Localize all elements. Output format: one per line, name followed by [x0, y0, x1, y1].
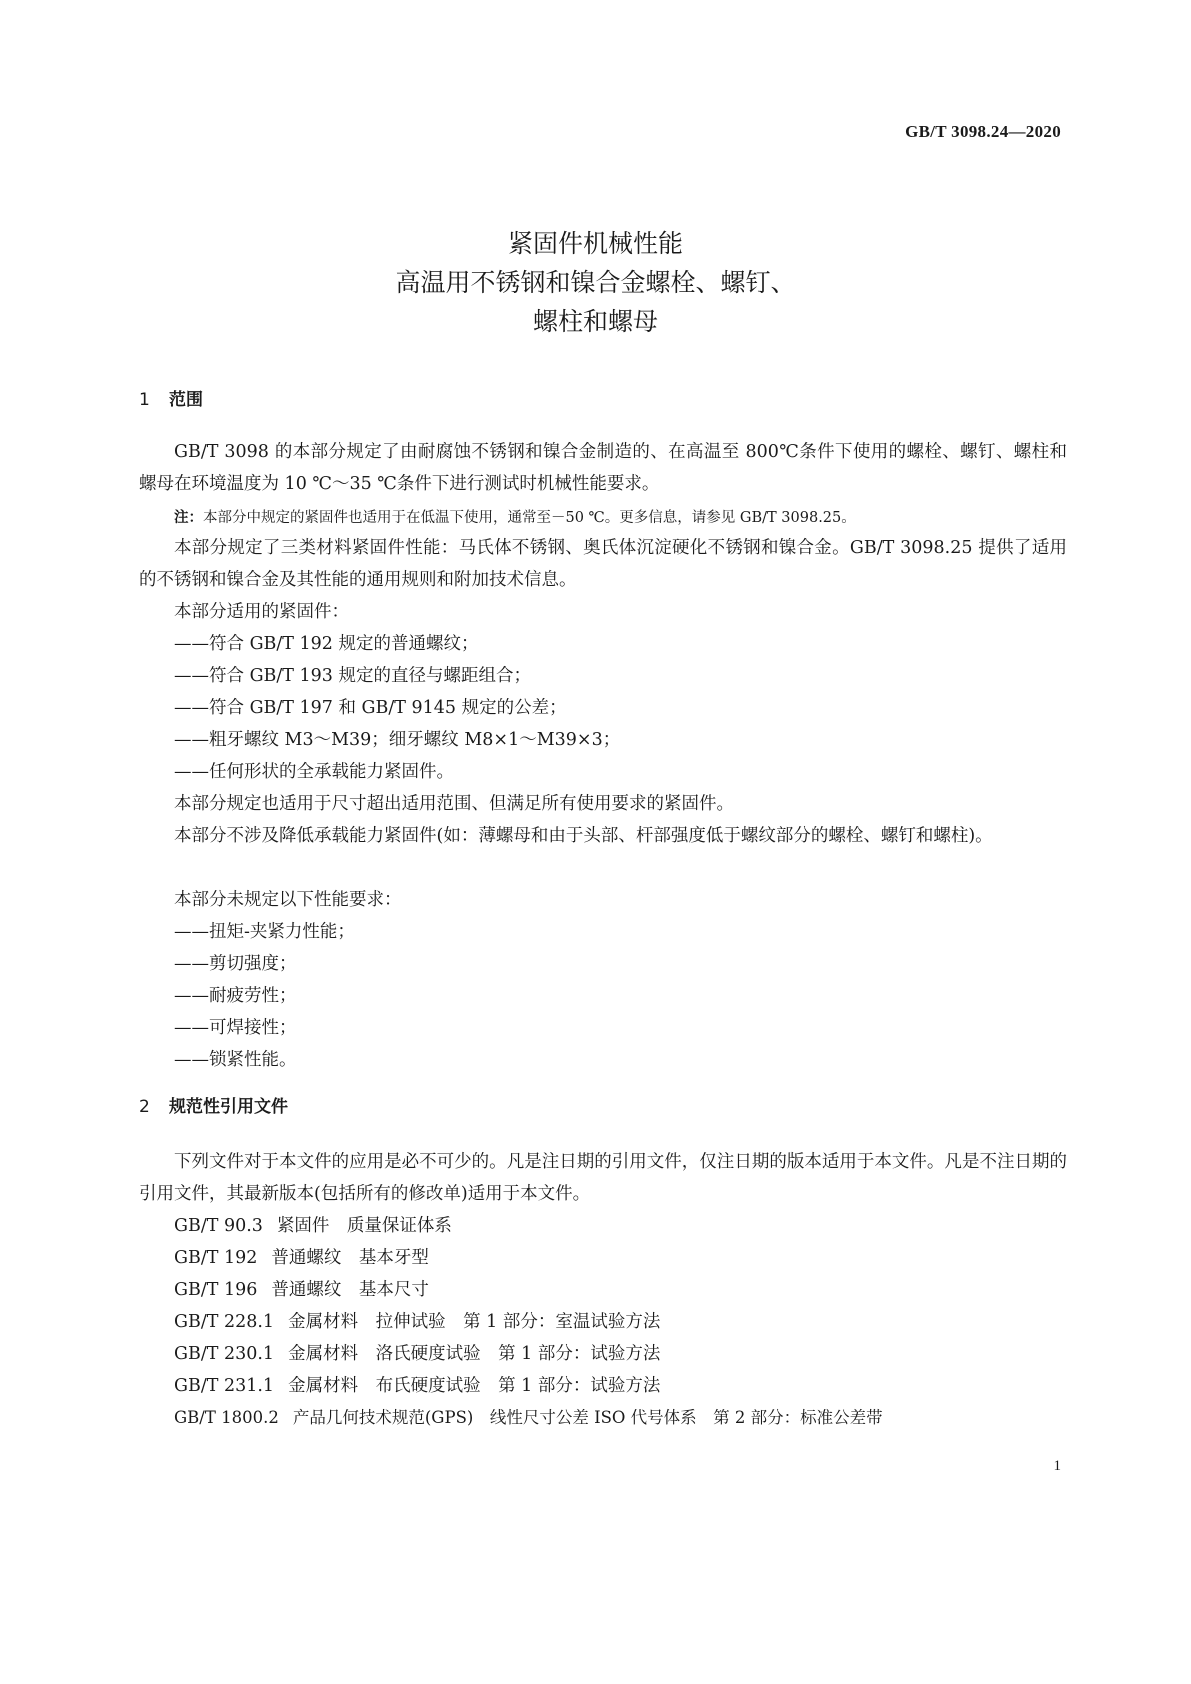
reference-item — [174, 1306, 660, 1338]
list-item: ——符合 GB/T 193 规定的直径与螺距组合； — [174, 666, 531, 686]
section-1-number: 1 — [139, 390, 150, 410]
scope-paragraph-2: 本部分规定了三类材料紧固件性能：马氏体不锈钢、奥氏体沉淀硬化不锈钢和镍合金。GB/T 3098.25 提供了适用的不锈钢和镍合金及其性能的通用规则和附加技术信息。 — [139, 538, 1067, 590]
list-item: ——粗牙螺纹 M3～M39；细牙螺纹 M8×1～M39×3； — [174, 730, 621, 750]
reference-item — [174, 1370, 660, 1402]
page-number: 1 — [1053, 1458, 1061, 1474]
document-title — [0, 224, 1191, 341]
list-item: ——符合 GB/T 197 和 GB/T 9145 规定的公差； — [174, 698, 567, 718]
title-line-2: 高温用不锈钢和镍合金螺栓、螺钉、 — [395, 268, 796, 297]
reference-code: GB/T 90.3 — [174, 1216, 263, 1236]
reference-item — [174, 1274, 429, 1306]
reference-code: GB/T 230.1 — [174, 1344, 275, 1364]
section-2-title: 规范性引用文件 — [169, 1097, 288, 1117]
reference-title: 金属材料 拉伸试验 第 1 部分：室温试验方法 — [288, 1312, 661, 1332]
reference-code: GB/T 192 — [174, 1248, 258, 1268]
scope-paragraph-4: 本部分规定也适用于尺寸超出适用范围、但满足所有使用要求的紧固件。 — [174, 794, 734, 814]
list-item: ——任何形状的全承载能力紧固件。 — [174, 762, 454, 782]
reference-code: GB/T 228.1 — [174, 1312, 275, 1332]
section-2-number: 2 — [139, 1097, 150, 1117]
reference-title: 紧固件 质量保证体系 — [276, 1216, 452, 1236]
reference-title: 普通螺纹 基本尺寸 — [271, 1280, 429, 1300]
reference-code: GB/T 231.1 — [174, 1376, 275, 1396]
scope-note — [174, 506, 1067, 530]
scope-paragraph-1: GB/T 3098 的本部分规定了由耐腐蚀不锈钢和镍合金制造的、在高温至 800℃条件下使用的螺栓、螺钉、螺柱和螺母在环境温度为 10 ℃～35 ℃条件下进行测试时机械性能要求。 — [139, 442, 1067, 494]
title-line-1: 紧固件机械性能 — [507, 229, 683, 258]
reference-title: 产品几何技术规范(GPS) 线性尺寸公差 ISO 代号体系 第 2 部分：标准公差带 — [292, 1408, 883, 1427]
list-item: ——扭矩-夹紧力性能； — [174, 922, 355, 942]
references-intro: 下列文件对于本文件的应用是必不可少的。凡是注日期的引用文件，仅注日期的版本适用于本文件。凡是不注日期的引用文件，其最新版本(包括所有的修改单)适用于本文件。 — [139, 1152, 1067, 1204]
list-item: ——剪切强度； — [174, 954, 297, 974]
scope-paragraph-3: 本部分适用的紧固件： — [174, 602, 349, 622]
reference-item — [174, 1402, 883, 1434]
list-item: ——符合 GB/T 192 规定的普通螺纹； — [174, 634, 479, 654]
scope-paragraph-5: 本部分不涉及降低承载能力紧固件(如：薄螺母和由于头部、杆部强度低于螺纹部分的螺栓、螺钉和螺柱)。 — [174, 826, 993, 846]
reference-title: 普通螺纹 基本牙型 — [271, 1248, 429, 1268]
note-label: 注： — [174, 510, 203, 526]
reference-title: 金属材料 布氏硬度试验 第 1 部分：试验方法 — [288, 1376, 661, 1396]
list-item: ——可焊接性； — [174, 1018, 297, 1038]
section-2-heading — [139, 1092, 288, 1117]
standard-code: GB/T 3098.24—2020 — [905, 122, 1061, 141]
list-item: ——锁紧性能。 — [174, 1050, 297, 1070]
reference-code: GB/T 196 — [174, 1280, 258, 1300]
reference-code: GB/T 1800.2 — [174, 1408, 279, 1427]
scope-paragraph-6: 本部分未规定以下性能要求： — [174, 890, 402, 910]
reference-item — [174, 1210, 452, 1242]
list-item: ——耐疲劳性； — [174, 986, 297, 1006]
section-1-heading — [139, 385, 203, 410]
section-1-title: 范围 — [169, 390, 203, 410]
title-line-3: 螺柱和螺母 — [532, 307, 658, 336]
reference-title: 金属材料 洛氏硬度试验 第 1 部分：试验方法 — [288, 1344, 661, 1364]
reference-item — [174, 1242, 429, 1274]
note-text: 本部分中规定的紧固件也适用于在低温下使用，通常至－50 ℃。更多信息，请参见 GB/T 3098.25。 — [203, 510, 856, 526]
reference-item — [174, 1338, 660, 1370]
